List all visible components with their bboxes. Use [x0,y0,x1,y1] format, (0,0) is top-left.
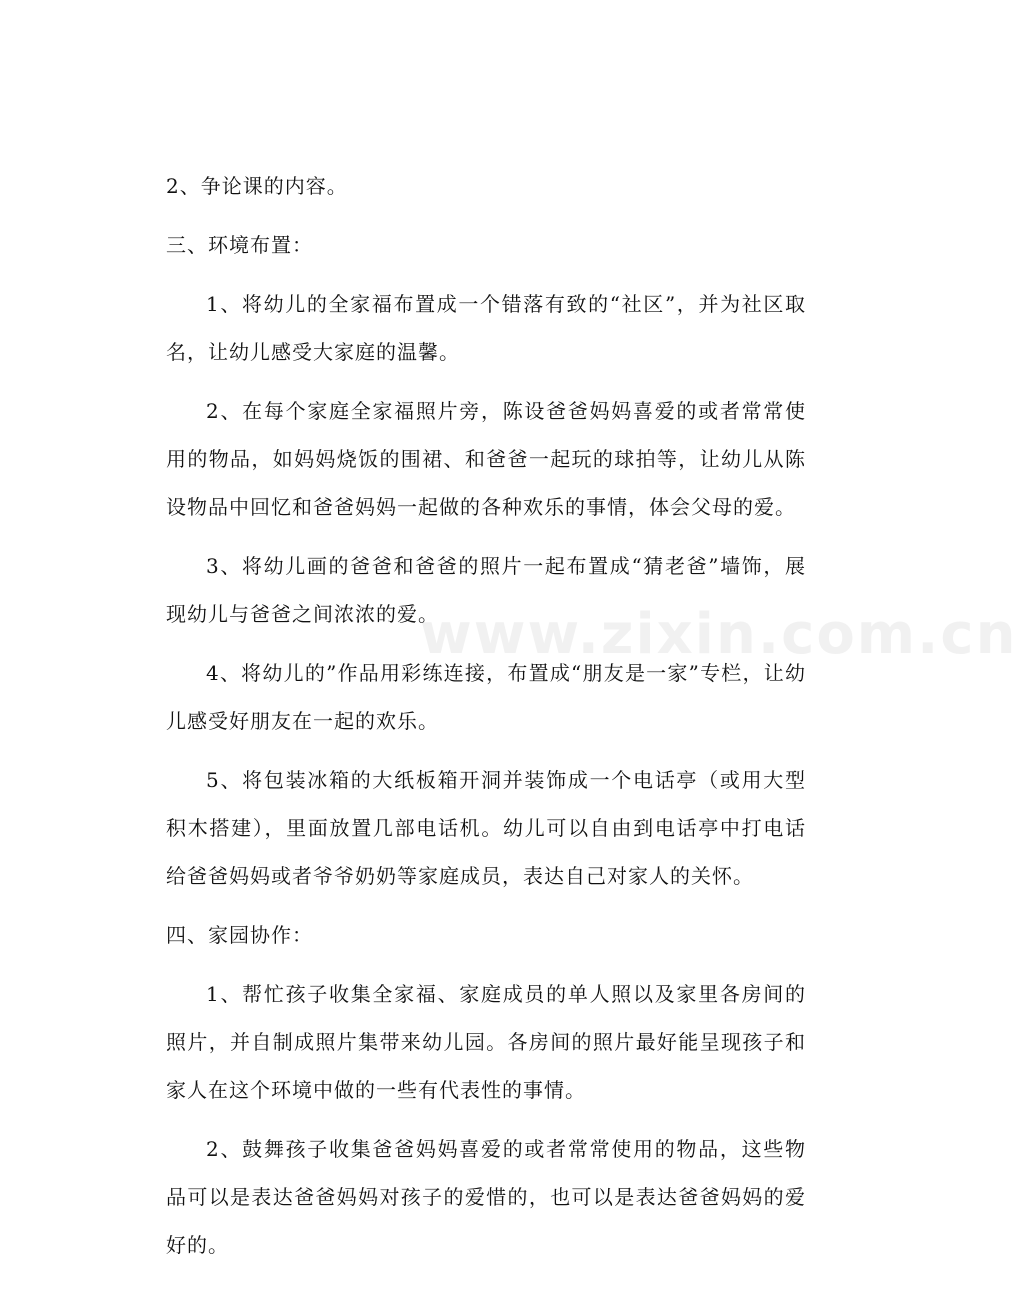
paragraph-friends-column: 4、将幼儿的”作品用彩练连接，布置成“朋友是一家”专栏，让幼儿感受好朋友在一起的欢乐。 [166,661,806,733]
paragraph-family-photo-community: 1、将幼儿的全家福布置成一个错落有致的“社区”，并为社区取名，让幼儿感受大家庭的温馨。 [166,292,806,364]
paragraph-collect-items: 2、鼓舞孩子收集爸爸妈妈喜爱的或者常常使用的物品，这些物品可以是表达爸爸妈妈对孩子的爱惜的，也可以是表达爸爸妈妈的爱好的。 [166,1137,806,1257]
watermark-text: www.zixin.com.cn [420,602,1018,667]
document-body [166,162,806,1280]
heading-home-school-cooperation: 四、家园协作： [166,923,313,947]
paragraph-phone-booth: 5、将包装冰箱的大纸板箱开洞并装饰成一个电话亭（或用大型积木搭建），里面放置几部电话机。幼儿可以自由到电话亭中打电话给爸爸妈妈或者爷爷奶奶等家庭成员，表达自己对家人的关怀。 [166,768,806,888]
paragraph-guess-dad-wall: 3、将幼儿画的爸爸和爸爸的照片一起布置成“猜老爸”墙饰，展现幼儿与爸爸之间浓浓的爱。 [166,554,806,626]
paragraph-debate-content: 2、争论课的内容。 [166,174,348,198]
paragraph-parent-items-display: 2、在每个家庭全家福照片旁，陈设爸爸妈妈喜爱的或者常常使用的物品，如妈妈烧饭的围裙、和爸爸一起玩的球拍等，让幼儿从陈设物品中回忆和爸爸妈妈一起做的各种欢乐的事情，体会父母的爱。 [166,399,806,519]
paragraph-collect-photos: 1、帮忙孩子收集全家福、家庭成员的单人照以及家里各房间的照片，并自制成照片集带来幼儿园。各房间的照片最好能呈现孩子和家人在这个环境中做的一些有代表性的事情。 [166,982,806,1102]
heading-environment-setup: 三、环境布置： [166,233,313,257]
